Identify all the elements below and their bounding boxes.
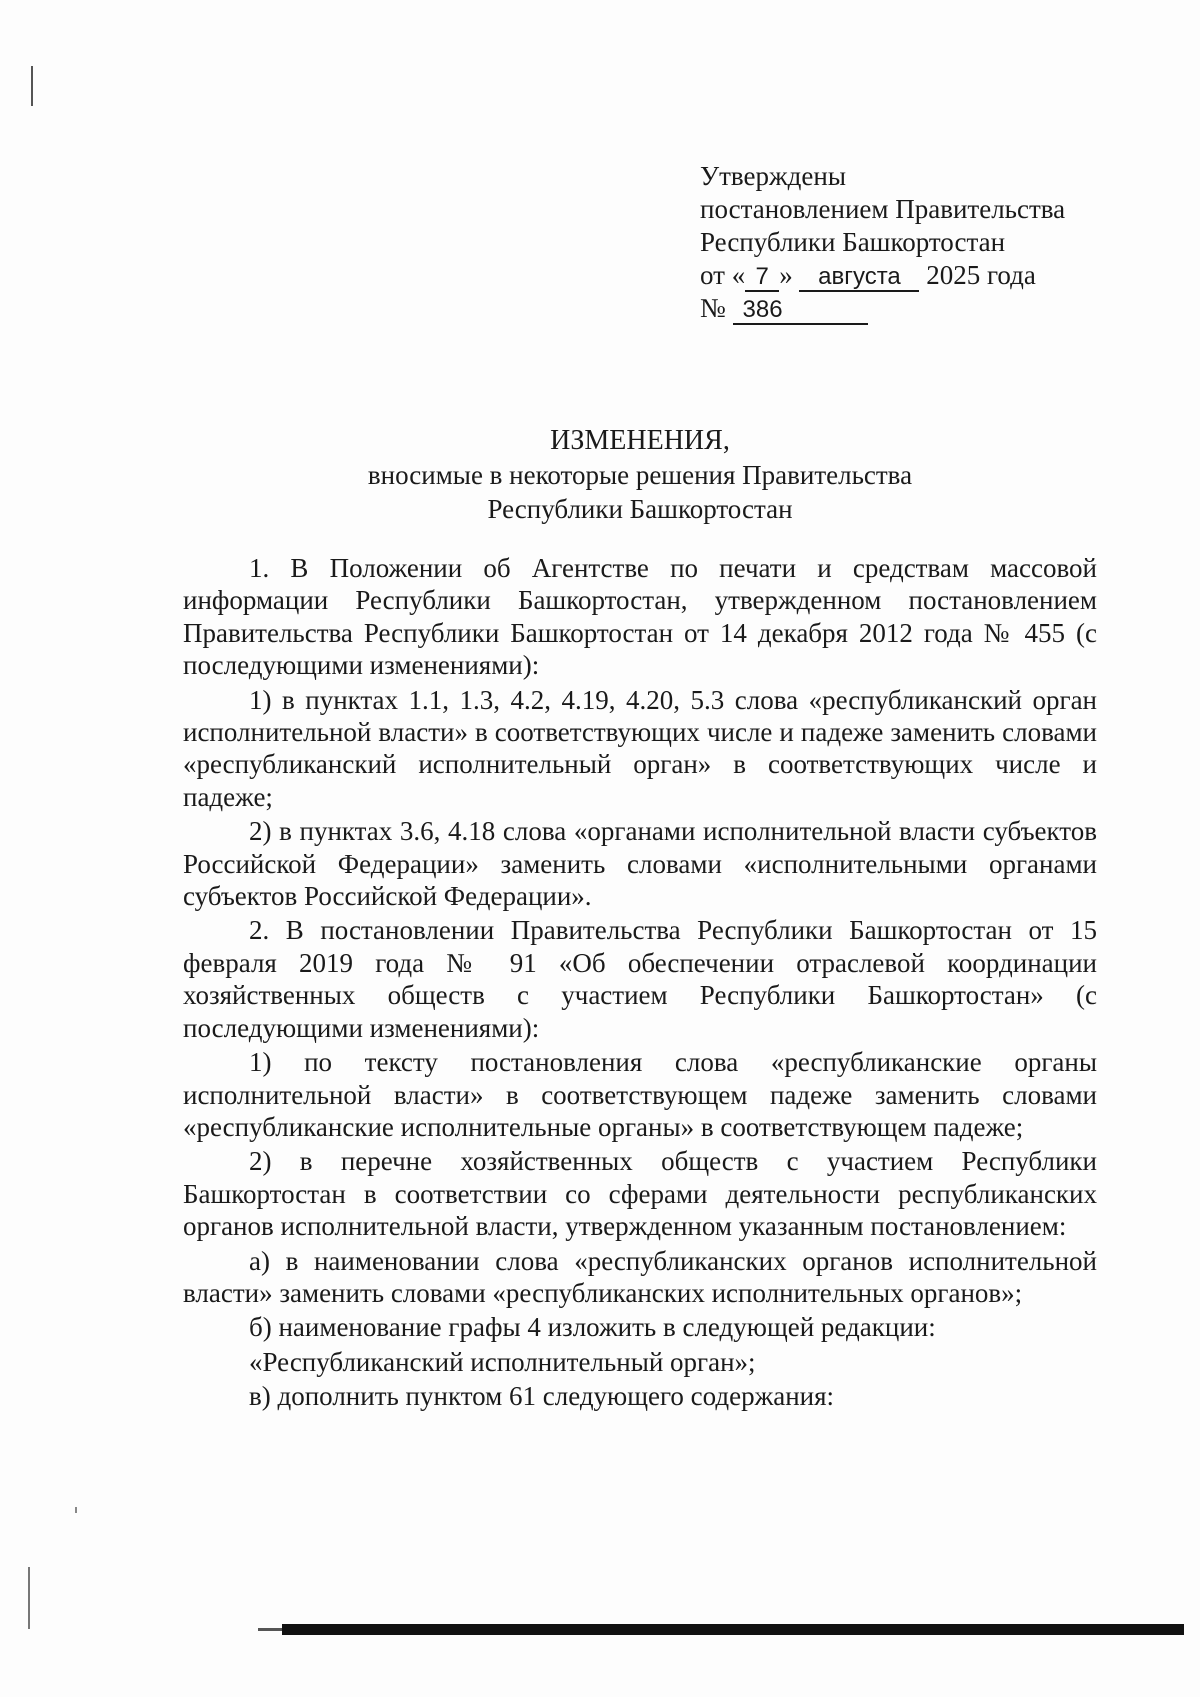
paragraph: 2. В постановлении Правительства Республики Башкортостан от 15 февраля 2019 года № 91 «Об обеспечении отраслевой координации хозяйственных обществ с участием Республики Башкортостан» (с последующими изменениями): <box>183 915 1097 1043</box>
title-heading: ИЗМЕНЕНИЯ, <box>550 425 730 456</box>
number-prefix: № <box>700 293 726 323</box>
approval-block <box>700 160 1065 325</box>
document-body <box>183 552 1097 1413</box>
paragraph: 2) в перечне хозяйственных обществ с участием Республики Башкортостан в соответствии со сферами деятельности республиканских органов исполнительной власти, утвержденном указанным постановлением: <box>183 1146 1097 1242</box>
scan-artifact-dot <box>75 1507 77 1513</box>
date-day: 7 <box>745 264 779 292</box>
scan-artifact-mark <box>28 1567 30 1629</box>
paragraph: а) в наименовании слова «республиканских органов исполнительной власти» заменить словами «республиканских исполнительных органов»; <box>183 1245 1097 1308</box>
paragraph: 1. В Положении об Агентстве по печати и средствам массовой информации Республики Башкортостан, утвержденном постановлением Правительства Республики Башкортостан от 14 декабря 2012 года № 455 (с последующими изменениями): <box>183 553 1097 681</box>
date-mid: » <box>779 260 793 290</box>
paragraph: 1) в пунктах 1.1, 1.3, 4.2, 4.19, 4.20, 5.3 слова «республиканский орган исполнительной власти» в соответствующих числе и падеже заменить словами «республиканский исполнительный орган» в соответствующих числе и падеже; <box>183 684 1097 812</box>
approval-line: Утверждены <box>700 161 846 191</box>
title-subtitle: вносимые в некоторые решения Правительства <box>367 460 913 490</box>
paragraph: б) наименование графы 4 изложить в следующей редакции: <box>249 1312 936 1343</box>
paragraph: «Республиканский исполнительный орган»; <box>249 1346 756 1377</box>
approval-line: Республики Башкортостан <box>700 227 1006 257</box>
approval-line: постановлением Правительства <box>700 194 1066 224</box>
paragraph: 2) в пунктах 3.6, 4.18 слова «органами исполнительной власти субъектов Российской Федерации» заменить словами «исполнительными органами субъектов Российской Федерации». <box>183 816 1097 912</box>
date-year: 2025 года <box>926 260 1036 290</box>
scan-bottom-bar <box>282 1624 1184 1635</box>
title-subtitle: Республики Башкортостан <box>487 494 793 524</box>
paragraph: в) дополнить пунктом 61 следующего содержания: <box>249 1381 835 1412</box>
scan-artifact-mark <box>31 66 33 106</box>
approval-number <box>700 292 1065 325</box>
date-prefix: от « <box>700 260 746 290</box>
document-number: 386 <box>733 297 868 325</box>
document-title <box>280 424 1000 526</box>
approval-date <box>700 259 1065 292</box>
date-month: августа <box>799 264 919 292</box>
paragraph: 1) по тексту постановления слова «республиканские органы исполнительной власти» в соответствующем падеже заменить словами «республиканские исполнительные органы» в соответствующем падеже; <box>183 1047 1097 1142</box>
